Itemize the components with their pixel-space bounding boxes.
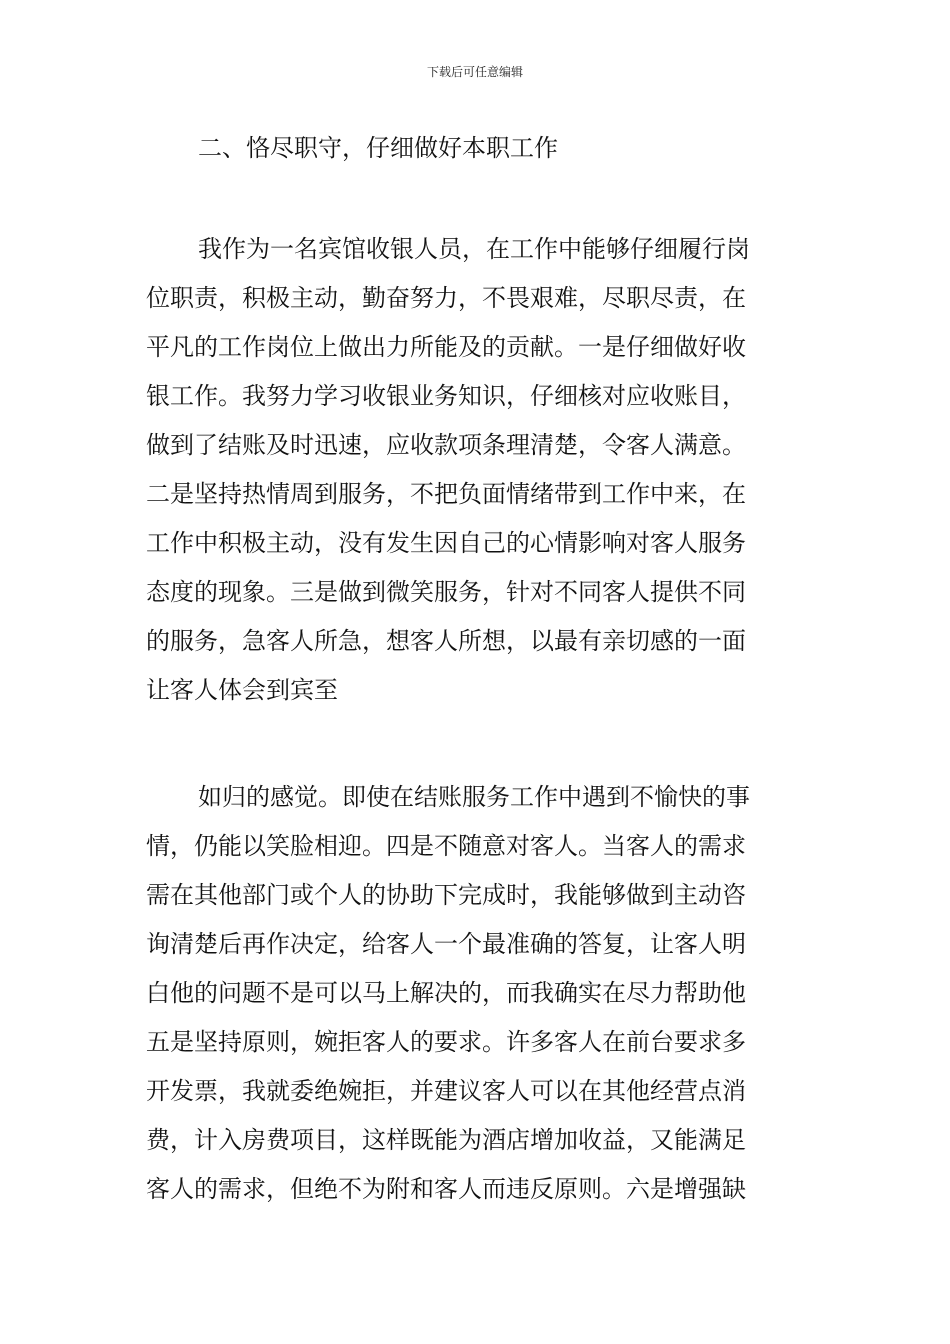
paragraph-line: 位职责，积极主动，勤奋努力，不畏艰难，尽职尽责，在: [146, 284, 746, 312]
paragraph-line: 平凡的工作岗位上做出力所能及的贡献。一是仔细做好收: [146, 333, 746, 361]
paragraph-2: [146, 773, 806, 1214]
section-heading: 二、恪尽职守，仔细做好本职工作: [198, 134, 558, 162]
paragraph-line: 工作中积极主动，没有发生因自己的心情影响对客人服务: [146, 529, 746, 557]
paragraph-line: 的服务，急客人所急，想客人所想，以最有亲切感的一面: [146, 627, 746, 655]
paragraph-line: 询清楚后再作决定，给客人一个最准确的答复，让客人明: [146, 930, 746, 958]
paragraph-line: 五是坚持原则，婉拒客人的要求。许多客人在前台要求多: [146, 1028, 746, 1056]
paragraph-line: 态度的现象。三是做到微笑服务，针对不同客人提供不同: [146, 578, 746, 606]
paragraph-line: 我作为一名宾馆收银人员，在工作中能够仔细履行岗: [198, 235, 750, 263]
paragraph-line: 如归的感觉。即使在结账服务工作中遇到不愉快的事: [198, 783, 750, 811]
paragraph-line: 需在其他部门或个人的协助下完成时，我能够做到主动咨: [146, 881, 746, 909]
paragraph-line: 让客人体会到宾至: [146, 676, 338, 704]
paragraph-line: 银工作。我努力学习收银业务知识，仔细核对应收账目，: [146, 382, 746, 410]
paragraph-line: 客人的需求，但绝不为附和客人而违反原则。六是增强缺: [146, 1175, 746, 1203]
paragraph-1: [146, 225, 806, 715]
header-note: 下载后可任意编辑: [426, 65, 523, 79]
paragraph-line: 情，仍能以笑脸相迎。四是不随意对客人。当客人的需求: [146, 832, 746, 860]
paragraph-line: 费，计入房费项目，这样既能为酒店增加收益，又能满足: [146, 1126, 746, 1154]
paragraph-line: 白他的问题不是可以马上解决的，而我确实在尽力帮助他: [146, 979, 746, 1007]
paragraph-line: 二是坚持热情周到服务，不把负面情绪带到工作中来，在: [146, 480, 746, 508]
paragraph-line: 做到了结账及时迅速，应收款项条理清楚，令客人满意。: [146, 431, 746, 459]
paragraph-line: 开发票，我就委绝婉拒，并建议客人可以在其他经营点消: [146, 1077, 746, 1105]
